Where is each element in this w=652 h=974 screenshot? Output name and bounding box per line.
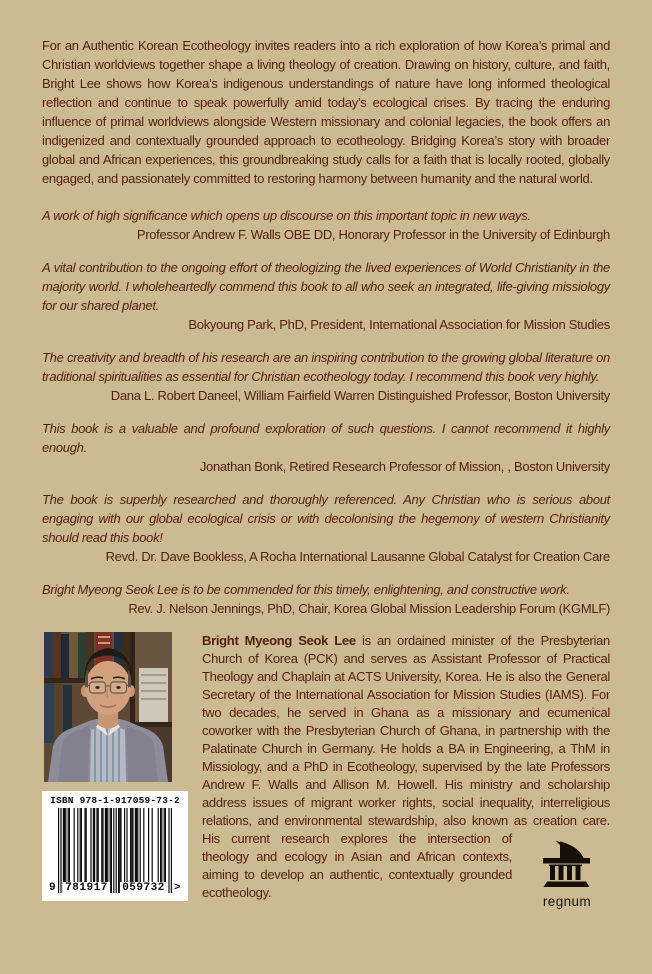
bio-text-part2: His current research explores the intersection of theology and ecology in Asian and African contexts, aiming to develop an authentic, contextually grounded ecotheology. — [202, 831, 512, 900]
isbn-label: ISBN 978-1-917059-73-2 — [50, 795, 180, 806]
endorsement-jennings — [42, 580, 610, 618]
endorsement-quote: This book is a valuable and profound exploration of such questions. I cannot recommend it highly enough. — [42, 421, 610, 455]
barcode-digit-group2: 059732 — [120, 882, 167, 895]
endorsement-attribution: Revd. Dr. Dave Bookless, A Rocha International Lausanne Global Catalyst for Creation Care — [105, 549, 610, 564]
author-name: Bright Myeong Seok Lee — [202, 633, 356, 648]
endorsement-attribution: Professor Andrew F. Walls OBE DD, Honorary Professor in the University of Edinburgh — [136, 227, 610, 242]
endorsement-attribution: Dana L. Robert Daneel, William Fairfield Warren Distinguished Professor, Boston University — [110, 388, 610, 403]
endorsement-bookless — [42, 490, 610, 566]
author-bio-paragraph — [202, 632, 610, 909]
author-left-column — [42, 632, 188, 911]
publisher-name: regnum — [542, 894, 592, 909]
bio-text-part1: is an ordained minister of the Presbyterian Church of Korea (PCK) and serves as Assistant Professor of Practical Theology and Chaplain at ACTS University, Korea. He is also the General Secretary of the International Association for Mission Studies (IAMS). For two decades, he served in Ghana as a missionary and ecumenical coworker with the Presbyterian Church of Ghana, in partnership with the Palatinate Church in Germany. He holds a BA in Engineering, a ThM in Missiology, and a PhD in Ecotheology, supervised by the late Professors Andrew F. Walls and Allison M. Howell. His ministry and scholarship address issues of migrant worker rights, social inequality, interreligious relations, and environmental stewardship, also known as creation care. — [202, 633, 610, 828]
barcode-bars — [48, 808, 182, 895]
endorsement-quote: Bright Myeong Seok Lee is to be commended for this timely, enlightening, and constructive work. — [42, 582, 570, 597]
barcode-digit-trail: > — [173, 882, 182, 894]
endorsement-walls — [42, 206, 610, 244]
publisher-logo-block — [524, 838, 610, 911]
endorsement-attribution: Rev. J. Nelson Jennings, PhD, Chair, Korea Global Mission Leadership Forum (KGMLF) — [128, 601, 610, 616]
isbn-barcode — [42, 791, 188, 901]
endorsement-quote: A work of high significance which opens up discourse on this important topic in new ways. — [42, 208, 531, 223]
endorsement-robert — [42, 348, 610, 405]
endorsement-quote: A vital contribution to the ongoing effort of theologizing the lived experiences of World Christianity in the majority world. I wholeheartedly commend this book to all who seek an integrated, life-giving missiology for our shared planet. — [42, 260, 610, 313]
endorsement-attribution: Jonathan Bonk, Retired Research Professor of Mission, , Boston University — [199, 459, 610, 474]
endorsement-attribution: Bokyoung Park, PhD, President, International Association for Mission Studies — [188, 317, 610, 332]
author-photo-illustration — [44, 632, 172, 782]
endorsement-park — [42, 258, 610, 334]
synopsis-paragraph: For an Authentic Korean Ecotheology invites readers into a rich exploration of how Korea’s primal and Christian worldviews together shape a living theology of creation. Drawing on history, culture, and faith, Bright Lee shows how Korea’s indigenous understandings of nature have long informed theological reflection and continue to speak powerfully amid today’s ecological crises. By tracing the enduring influence of primal worldviews alongside Western missionary and colonial legacies, the book offers an indigenized and contextually grounded approach to ecotheology. Bridging Korea’s story with broader global and African experiences, this groundbreaking study calls for a faith that is locally rooted, globally engaged, and passionately committed to restoring harmony between humanity and the natural world. — [42, 38, 610, 186]
regnum-building-logo-icon — [538, 838, 596, 892]
author-bio — [202, 632, 610, 911]
barcode-digit-lead: 9 — [48, 882, 57, 894]
barcode-digit-group1: 781917 — [63, 882, 110, 895]
endorsements-section — [42, 206, 610, 618]
author-section — [42, 632, 610, 911]
endorsement-bonk — [42, 419, 610, 476]
author-photo — [44, 632, 172, 782]
endorsement-quote: The creativity and breadth of his research are an inspiring contribution to the growing global literature on traditional spiritualities as essential for Christian ecotheology today. I recommend this book very highly. — [42, 350, 610, 384]
barcode-icon — [58, 808, 172, 893]
endorsement-quote: The book is superbly researched and thoroughly referenced. Any Christian who is serious about engaging with our global ecological crisis or with decolonising the hegemony of western Christianity should read this book! — [42, 492, 610, 545]
